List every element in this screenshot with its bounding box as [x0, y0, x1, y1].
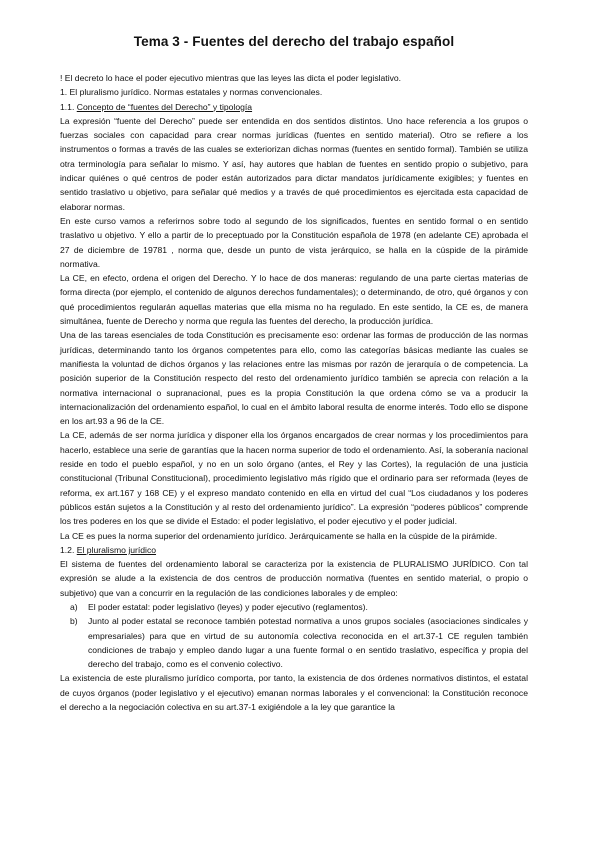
paragraph: La CE, además de ser norma jurídica y disponer ella los órganos encargados de crear normas y los procedimientos para hacerlo, establece una serie de garantías que la hacen norma superior de todo el ordenamiento. Así, la soberanía nacional reside en todo el pueblo español, y no en un solo órgano (antes, el Rey y las Cortes), la regulación de una justicia constitucional (Tribunal Constitucional), procedimiento legislativo más rígido que el ordinario para ser reformada (leyes de reforma, ex art.167 y 168 CE) y el expreso mandato contenido en ella en virtud del cual “Los ciudadanos y los poderes públicos están sujetos a la Constitución y al resto del ordenamiento jurídico”. La expresión “poderes públicos” comprende los tres poderes en los que se divide el Estado: el poder legislativo, el poder ejecutivo y el poder judicial. [60, 430, 528, 527]
list-item [60, 614, 528, 671]
section-1-1-heading [60, 100, 528, 114]
document-page [60, 34, 528, 714]
section-1-2-title: El pluralismo jurídico [76, 544, 157, 555]
section-1-2-heading [60, 543, 528, 557]
section-1-1-number: 1.1. [60, 101, 77, 112]
list-item-text: Junto al poder estatal se reconoce también potestad normativa a unos grupos sociales (asociaciones sindicales y empresariales) para que en virtud de su autonomía colectiva reconocida en el art.37-1 CE regulen también condiciones de trabajo y empleo dando lugar a una fuente formal o en sentido traslativo, específica y propia del derecho del trabajo, como es el convenio colectivo. [88, 616, 528, 670]
list-item [60, 600, 528, 614]
list-marker: a) [70, 601, 78, 612]
intro-note: ! El decreto lo hace el poder ejecutivo mientras que las leyes las dicta el poder legislativo. [60, 73, 402, 83]
section-1-1-title: Concepto de “fuentes del Derecho” y tipología [76, 101, 253, 112]
list-marker: b) [70, 616, 78, 627]
paragraph: La expresión “fuente del Derecho” puede ser entendida en dos sentidos distintos. Uno hace referencia a los grupos o fuerzas sociales con capacidad para crear normas jurídicas (fuentes en sentido material). Otro se refiere a los instrumentos o formas a través de las cuales se exteriorizan dichas normas (fuentes en sentido formal). También se utiliza otra terminología para señalar lo mismo. Y así, hay autores que hablan de fuentes en sentido propio o subjetivo, para indicar quiénes o qué centros de poder están autorizados para dictar mandatos jurídicamente exigibles; y fuentes en sentido traslativo u objetivo, para señalar qué medios y a través de qué procedimientos es ejercitada esta capacidad de elaborar normas. [60, 115, 528, 212]
list-item-text: El poder estatal: poder legislativo (leyes) y poder ejecutivo (reglamentos). [88, 601, 368, 612]
section-1-2-number: 1.2. [60, 544, 77, 555]
paragraph: Una de las tareas esenciales de toda Constitución es precisamente eso: ordenar las formas de producción de las normas jurídicas, determinando tanto los órganos competentes para ello, como las categorías básicas mediante las cuales se manifiesta la voluntad de dichos órganos y las relaciones entre las mismas por razón de jerarquía o de competencia. La posición superior de la Constitución respecto del resto del ordenamiento jurídico también se aprecia con relación a la normativa internacional o supranacional, pues es la propia Constitución la que ordena cómo se va a producir la internacionalización del ordenamiento español, lo cual en el ámbito laboral resulta de enorme interés. Todo ello se dispone en los art.93 a 96 de la CE. [60, 330, 528, 427]
paragraph: La CE, en efecto, ordena el origen del Derecho. Y lo hace de dos maneras: regulando de una parte ciertas materias de forma directa (por ejemplo, el contenido de algunos derechos fundamentales); o determinando, de otro, qué órganos y con qué procedimientos regularán aquellas materias que ella misma no ha regulado. En este sentido, la CE es, de manera simultánea, fuente de Derecho y norma que regula las fuentes del derecho, la producción jurídica. [60, 273, 528, 327]
paragraph: En este curso vamos a referirnos sobre todo al segundo de los significados, fuentes en sentido formal o en sentido traslativo u objetivo. Y ello a partir de lo preceptuado por la Constitución española de 1978 (en adelante CE) aprobada el 27 de diciembre de 19781 , norma que, desde un punto de vista jerárquico, se halla en la cúspide de la pirámide normativa. [60, 215, 528, 269]
paragraph: El sistema de fuentes del ordenamiento laboral se caracteriza por la existencia de PLURALISMO JURÍDICO. Con tal expresión se alude a la existencia de dos centros de producción normativa (fuentes en sentido material, o propio o subjetivo) que van a concurrir en la regulación de las condiciones laborales y de empleo: [60, 559, 528, 598]
paragraph: La CE es pues la norma superior del ordenamiento jurídico. Jerárquicamente se halla en la cúspide de la pirámide. [60, 530, 498, 541]
paragraph: La existencia de este pluralismo jurídico comporta, por tanto, la existencia de dos órdenes normativos distintos, el estatal de cuyos órganos (poder legislativo y el ejecutivo) emanan normas laborales y el convencional: la Constitución reconoce el derecho a la negociación colectiva en su art.37-1 exigiéndole a la ley que garantice la [60, 673, 528, 713]
document-title: Tema 3 - Fuentes del derecho del trabajo español [133, 34, 455, 49]
section-1-heading: 1. El pluralismo jurídico. Normas estatales y normas convencionales. [60, 87, 323, 98]
